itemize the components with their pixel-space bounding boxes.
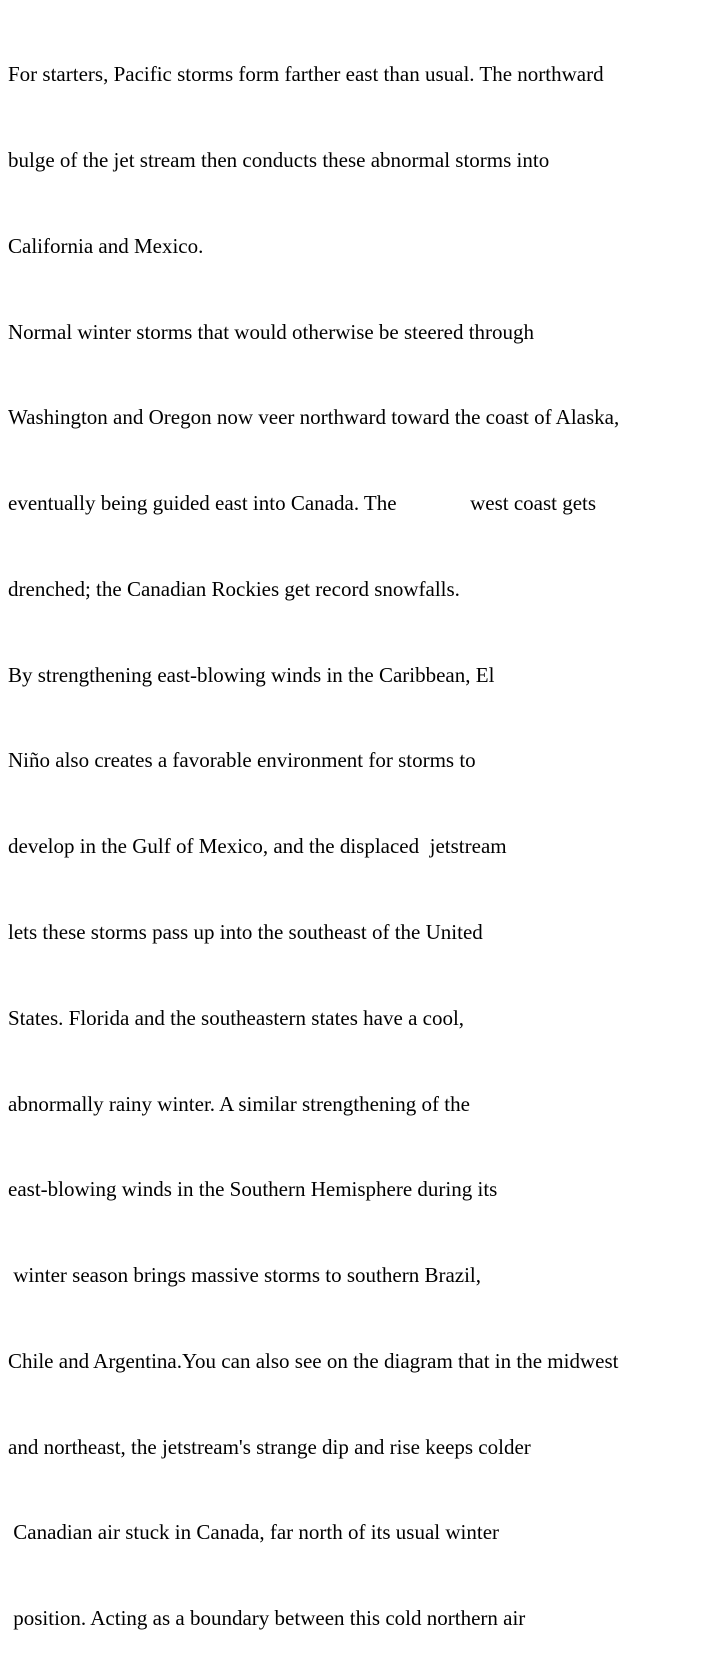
text-line: and northeast, the jetstream's strange dip and rise keeps colder — [8, 1434, 531, 1459]
text-line: drenched; the Canadian Rockies get record snowfalls. — [8, 576, 460, 601]
text-line: Chile and Argentina.You can also see on the diagram that in the midwest — [8, 1348, 619, 1373]
text-line: position. Acting as a boundary between this cold northern air — [8, 1606, 526, 1631]
text-line: bulge of the jet stream then conducts these abnormal storms into — [8, 147, 550, 172]
text-line: For starters, Pacific storms form farther east than usual. The northward — [8, 62, 604, 87]
text-line: lets these storms pass up into the southeast of the United — [8, 920, 483, 944]
text-line: winter season brings massive storms to southern Brazil, — [8, 1263, 482, 1288]
text-line: By strengthening east-blowing winds in the Caribbean, El — [8, 662, 495, 687]
text-line: States. Florida and the southeastern states have a cool, — [8, 1005, 465, 1030]
text-line: eventually being guided east into Canada. The west coast gets — [8, 491, 597, 516]
text-line: develop in the Gulf of Mexico, and the displaced jetstream — [8, 834, 507, 859]
text-line: Normal winter storms that would otherwise be steered through — [8, 319, 535, 344]
text-line: Washington and Oregon now veer northward toward the coast of Alaska, — [8, 405, 620, 430]
text-line: Canadian air stuck in Canada, far north of its usual winter — [8, 1520, 500, 1545]
document-body — [8, 3, 719, 1661]
text-line: Niño also creates a favorable environment for storms to — [8, 748, 476, 773]
text-line: abnormally rainy winter. A similar strengthening of the — [8, 1091, 470, 1116]
text-line: east-blowing winds in the Southern Hemisphere during its — [8, 1177, 498, 1202]
text-line: California and Mexico. — [8, 233, 204, 258]
